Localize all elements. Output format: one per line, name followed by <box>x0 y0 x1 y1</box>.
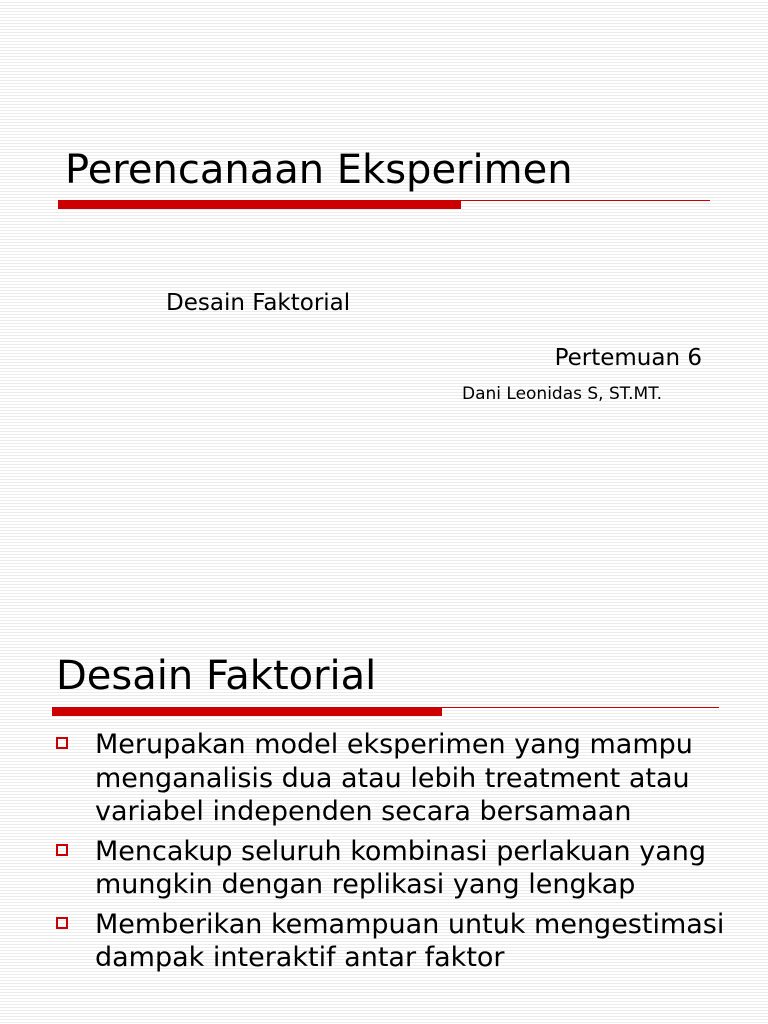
bullet-text: Memberikan kemampuan untuk mengestimasi dampak interaktif antar faktor <box>95 908 725 973</box>
meeting-label: Pertemuan 6 <box>554 345 702 371</box>
title-underline-thin <box>461 200 710 201</box>
bullet-text: Merupakan model eksperimen yang mampu menganalisis dua atau lebih treatment atau variabel independen secara bersamaan <box>95 729 693 827</box>
slide-subtitle: Desain Faktorial <box>166 290 351 316</box>
author-name: Dani Leonidas S, ST.MT. <box>461 384 662 404</box>
bullet-item <box>0 908 768 975</box>
title-underline-thin <box>442 707 719 708</box>
title-underline <box>58 200 710 209</box>
slide-title: Perencanaan Eksperimen <box>65 147 573 193</box>
bullet-list <box>0 728 768 981</box>
bullet-text: Mencakup seluruh kombinasi perlakuan yang mungkin dengan replikasi yang lengkap <box>95 835 707 900</box>
slide-title: Desain Faktorial <box>56 653 377 699</box>
bullet-item <box>0 835 768 902</box>
hollow-square-bullet-icon <box>56 917 68 929</box>
hollow-square-bullet-icon <box>56 844 68 856</box>
title-underline <box>52 707 719 716</box>
bullet-item <box>0 728 768 829</box>
title-underline-thick <box>52 707 442 716</box>
content-slide <box>0 600 768 1024</box>
hollow-square-bullet-icon <box>56 737 68 749</box>
title-underline-thick <box>58 200 461 209</box>
